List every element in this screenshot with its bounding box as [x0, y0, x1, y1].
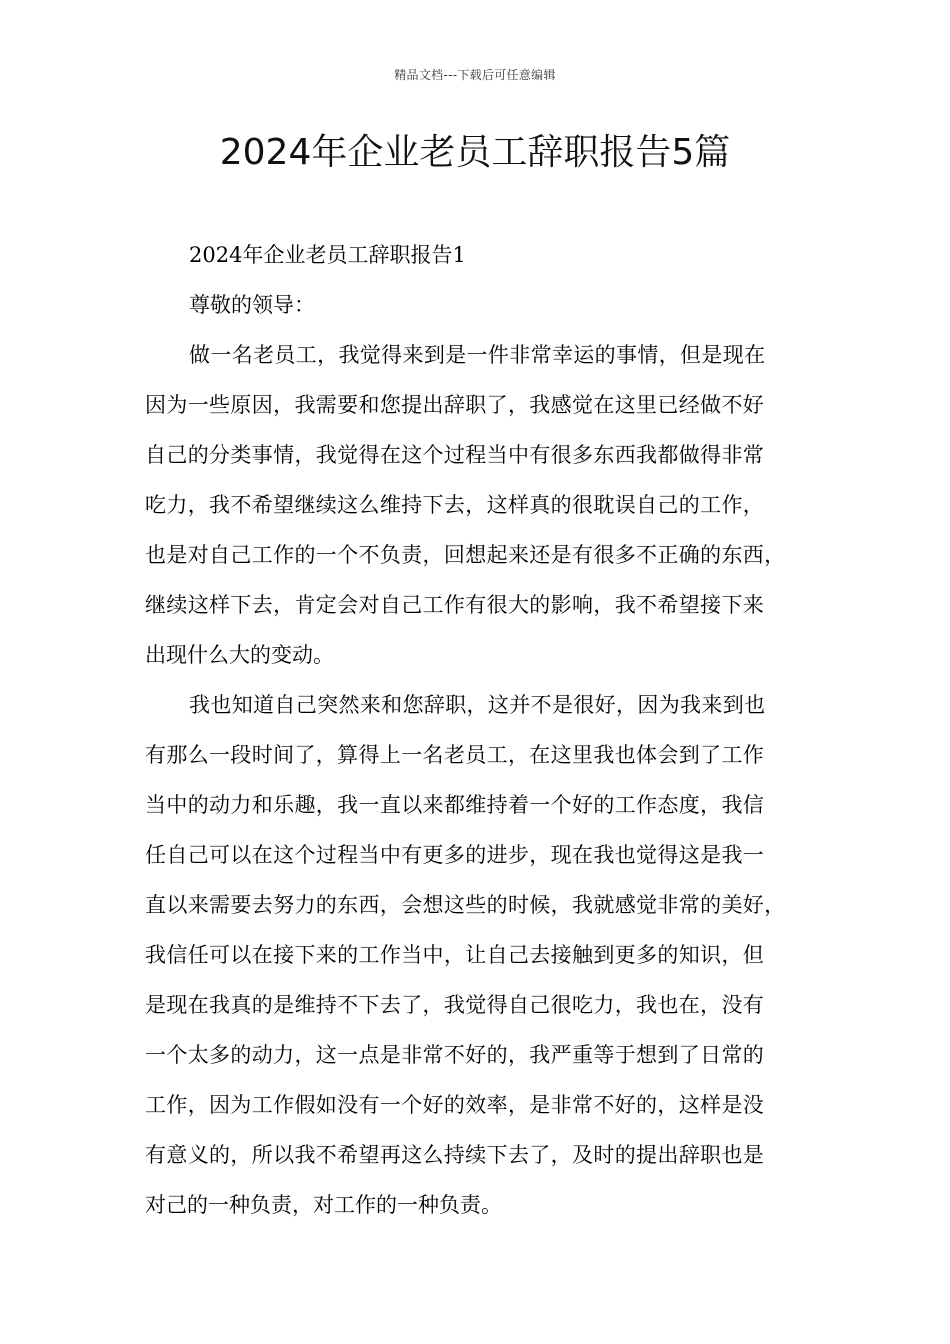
paragraph-line: 是现在我真的是维持不下去了，我觉得自己很吃力，我也在，没有 [145, 993, 765, 1017]
header-note: 精品文档---下载后可任意编辑 [394, 68, 556, 82]
paragraph-line: 继续这样下去，肯定会对自己工作有很大的影响，我不希望接下来 [145, 593, 765, 617]
paragraph-line: 有意义的，所以我不希望再这么持续下去了，及时的提出辞职也是 [145, 1143, 765, 1167]
paragraph-line: 因为一些原因，我需要和您提出辞职了，我感觉在这里已经做不好 [145, 393, 765, 417]
document-body [145, 230, 821, 1230]
paragraph-line: 吃力，我不希望继续这么维持下去，这样真的很耽误自己的工作， [145, 493, 765, 517]
paragraph-line: 我信任可以在接下来的工作当中，让自己去接触到更多的知识，但 [145, 943, 765, 967]
paragraph-line: 有那么一段时间了，算得上一名老员工，在这里我也体会到了工作 [145, 743, 765, 767]
paragraph-line: 直以来需要去努力的东西，会想这些的时候，我就感觉非常的美好， [145, 893, 786, 917]
paragraph-line: 也是对自己工作的一个不负责，回想起来还是有很多不正确的东西， [145, 543, 786, 567]
paragraph-2 [145, 680, 821, 1230]
section-heading: 2024年企业老员工辞职报告1 [189, 243, 466, 267]
paragraph-line: 做一名老员工，我觉得来到是一件非常幸运的事情，但是现在 [189, 343, 766, 367]
paragraph-line: 工作，因为工作假如没有一个好的效率，是非常不好的，这样是没 [145, 1093, 765, 1117]
paragraph-line: 对己的一种负责，对工作的一种负责。 [145, 1193, 502, 1217]
paragraph-line: 自己的分类事情，我觉得在这个过程当中有很多东西我都做得非常 [145, 443, 765, 467]
paragraph-line: 一个太多的动力，这一点是非常不好的，我严重等于想到了日常的 [145, 1043, 765, 1067]
paragraph-line: 出现什么大的变动。 [145, 643, 334, 667]
paragraph-line: 当中的动力和乐趣，我一直以来都维持着一个好的工作态度，我信 [145, 793, 765, 817]
paragraph-line: 我也知道自己突然来和您辞职，这并不是很好，因为我来到也 [189, 693, 766, 717]
salutation: 尊敬的领导： [189, 293, 315, 317]
paragraph-line: 任自己可以在这个过程当中有更多的进步，现在我也觉得这是我一 [145, 843, 765, 867]
document-title: 2024年企业老员工辞职报告5篇 [219, 132, 731, 173]
paragraph-1 [145, 330, 821, 680]
